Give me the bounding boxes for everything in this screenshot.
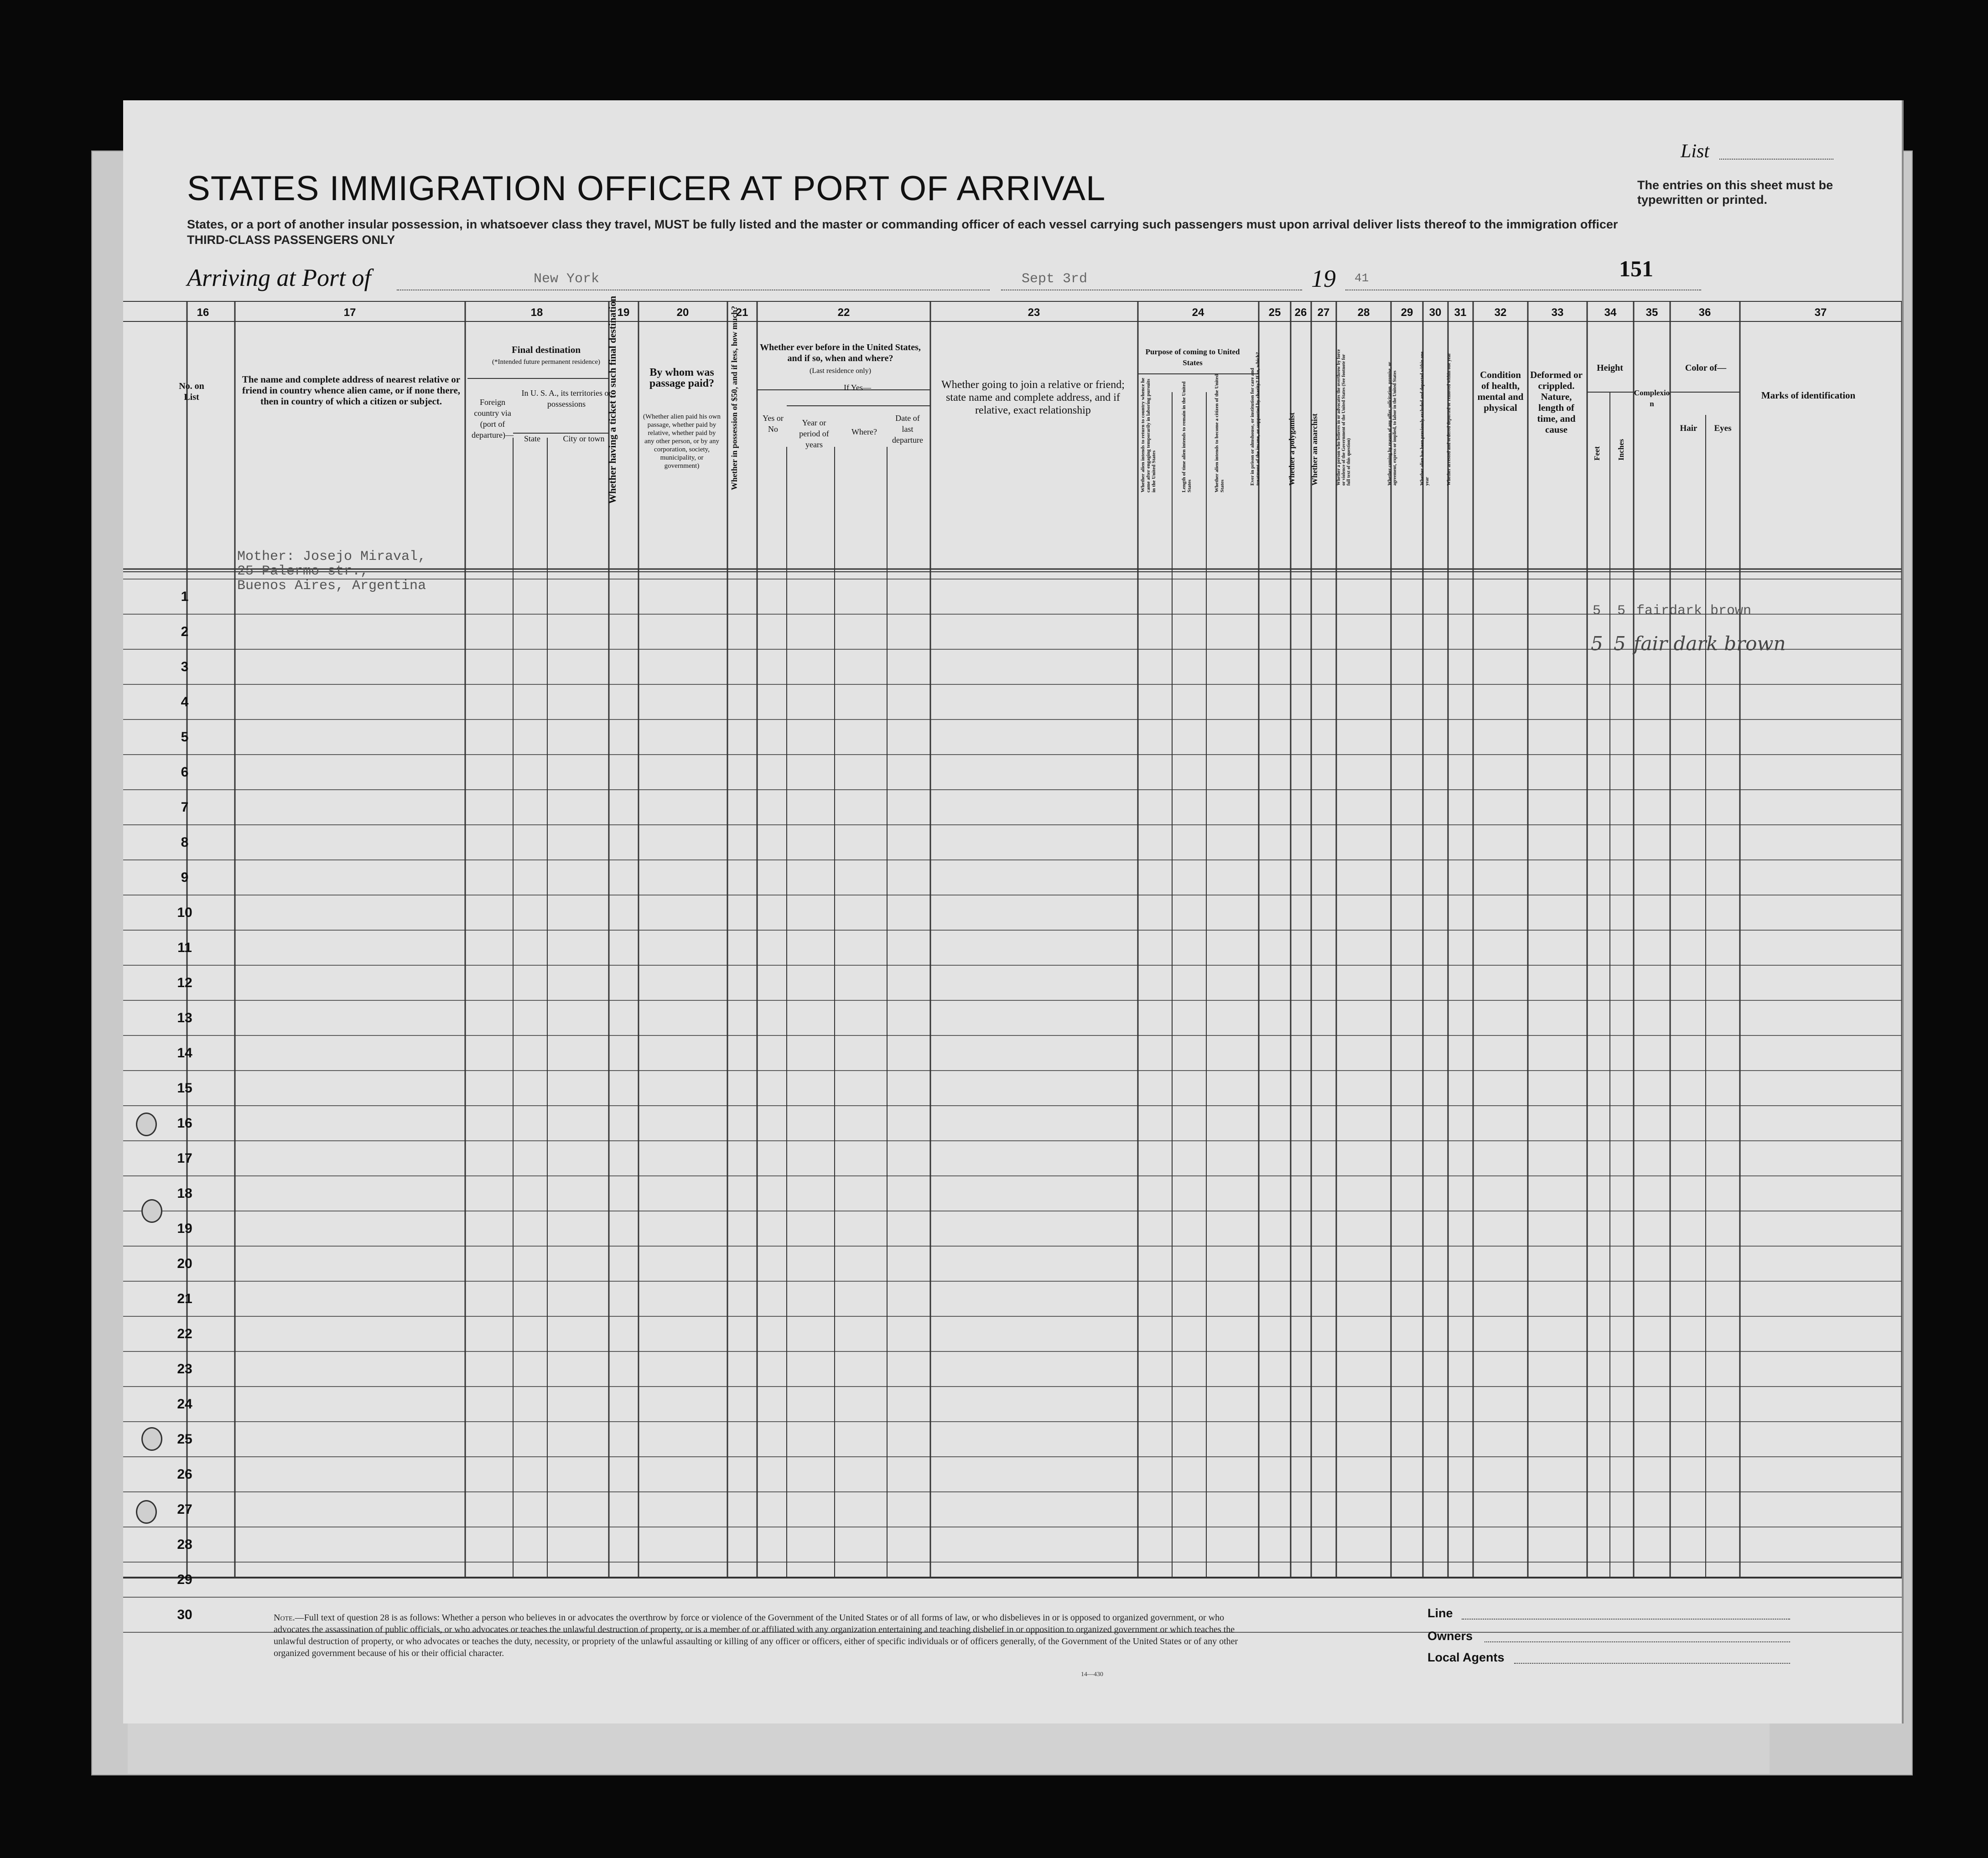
class-line: THIRD-CLASS PASSENGERS ONLY (187, 233, 395, 247)
row-number: 4 (181, 694, 189, 709)
header-col18-foreign: Foreign country via (port of departure)— (472, 398, 514, 440)
column-number: 27 (1317, 306, 1330, 319)
header-col22-years: Year or period of years (799, 418, 829, 449)
header-col34-title: Height (1597, 363, 1623, 373)
header-col36-eyes: Eyes (1714, 424, 1732, 433)
column-number: 24 (1192, 306, 1204, 319)
column-number: 28 (1357, 306, 1370, 319)
column-number: 19 (617, 306, 630, 319)
header-col30: Whether alien has been previously excluded and deported within one year (1420, 352, 1430, 486)
column-number: 22 (837, 306, 850, 319)
row-number: 27 (177, 1502, 192, 1517)
row-number: 24 (177, 1397, 192, 1412)
column-number: 18 (530, 306, 543, 319)
row-number: 30 (177, 1607, 192, 1622)
binder-hole (136, 1113, 157, 1136)
header-col36-hair: Hair (1680, 424, 1697, 433)
header-col18-usa: In U. S. A., its territories or possessions (521, 388, 612, 409)
row-number: 16 (177, 1116, 192, 1131)
row-number: 3 (181, 659, 189, 674)
header-col36-title: Color of— (1685, 363, 1727, 373)
header-col20-sub: (Whether alien paid his own passage, whether paid by relative, whether paid by any other person, or by any corporation, society, municipality, or government) (643, 413, 721, 470)
row-number: 7 (181, 800, 189, 815)
column-number: 37 (1814, 306, 1827, 319)
header-col25: Ever in prison or almshouse, or institution for care and treatment of the insane, or supported by charity? If so, which? (1250, 352, 1261, 486)
header-col22-date: Date of last departure (892, 414, 923, 445)
relative-address: Mother: Josejo Miraval, 25 Palermo str., Buenos Aires, Argentina (237, 549, 426, 594)
form-number: 14—430 (1081, 1671, 1103, 1678)
row-number: 15 (177, 1081, 192, 1096)
header-col24-b: Length of time alien intends to remain in the United States (1181, 381, 1192, 492)
header-col29: Whether coming by reason of any offer, solicitation, promise, or agreement, express or implied, to labor in the United States (1387, 362, 1397, 486)
row-number: 11 (177, 940, 192, 955)
column-number: 17 (343, 306, 356, 319)
header-col34-feet: Feet (1593, 446, 1601, 461)
header-col21: Whether in possession of $50, and if less, how much? (730, 305, 739, 490)
row-number: 22 (177, 1326, 192, 1341)
page-number: 151 (1619, 256, 1653, 281)
row-number: 1 (181, 589, 189, 604)
header-col24-a: Whether alien intends to return to country whence he came after engaging temporarily in laboring pursuits in the United States (1140, 378, 1157, 492)
owners-label: Owners (1427, 1629, 1473, 1643)
row-number: 19 (177, 1221, 192, 1236)
grid-lines (123, 295, 1902, 1678)
arriving-label: Arriving at Port of (187, 264, 371, 291)
column-number: 31 (1454, 306, 1467, 319)
binder-hole (136, 1500, 157, 1524)
row-number: 10 (177, 905, 192, 920)
header-col35: Complexion (1634, 388, 1670, 408)
line-label: Line (1427, 1606, 1453, 1620)
header-col32: Condition of health, mental and physical (1477, 369, 1524, 413)
row2-complexion-hair: fair dark brown (1634, 632, 1786, 655)
header-col26: Whether a polygamist (1287, 412, 1296, 486)
header-col24-c: Whether alien intends to become a citizen of the United States (1214, 374, 1225, 492)
column-number: 34 (1604, 306, 1617, 319)
row-number: 12 (177, 975, 192, 990)
header-col18-title: Final destination (511, 344, 581, 355)
row-number: 20 (177, 1256, 192, 1271)
column-number: 36 (1698, 306, 1711, 319)
column-number: 32 (1494, 306, 1507, 319)
row-number: 2 (181, 624, 189, 639)
row1-height-feet: 5 (1593, 603, 1601, 619)
header-col20-title: By whom was passage paid? (649, 367, 715, 389)
header-col22-title: Whether ever before in the United States, and if so, when and where? (760, 342, 921, 363)
header-col34-inches: Inches (1617, 439, 1625, 461)
owners-field (1485, 1641, 1790, 1642)
header-col33: Deformed or crippled. Nature, length of time, and cause (1530, 369, 1583, 435)
column-number: 20 (676, 306, 689, 319)
header-col23: Whether going to join a relative or friend; state name and complete address, and if relative, exact relationship (941, 379, 1125, 416)
header-col19: Whether having a ticket to such final destination (607, 295, 618, 504)
note-text: —Full text of question 28 is as follows: Whether a person who believes in or advocates the overthrow by force or violence of the Government of the United States or of all forms of law, or who disbelieves in or is opposed to organized government, or who advocates the assassination of public officials, or who advocates or teaches the unlawful destruction of property, or is a member of or affiliated with any organization entertaining and teaching disbelief in or opposition to organized government or which teaches the unlawful destruction of property, or who advocates or teaches the duty, necessity, or propriety of the unlawful assaulting or killing of any officer or officers, either of specific individuals or of officers generally, of the Government of the United States or of any other organized government because of his or their official character. (274, 1613, 1238, 1658)
line-field (1462, 1619, 1790, 1620)
footnote (274, 1612, 1254, 1659)
note-label: Note. (274, 1613, 295, 1623)
header-col18-sub: (*Intended future permanent residence) (492, 358, 600, 366)
row-number: 5 (181, 730, 189, 745)
row-number: 25 (177, 1432, 192, 1447)
row-number: 6 (181, 765, 189, 780)
column-number: 16 (197, 306, 209, 319)
header-col22-ifyes: If Yes— (843, 383, 871, 392)
header-col27: Whether an anarchist (1310, 413, 1319, 486)
column-number: 33 (1551, 306, 1564, 319)
subtitle-text: States, or a port of another insular possession, in whatsoever class they travel, MUST be fully listed and the master or commanding officer of each vessel carrying such passengers must upon arrival deliver lists thereof to the immigration officer (187, 217, 1618, 231)
row1-complexion-hair: fairdark brown (1636, 603, 1752, 619)
row-number: 17 (177, 1151, 192, 1166)
column-number: 30 (1429, 306, 1442, 319)
column-number: 35 (1645, 306, 1658, 319)
list-number-line (1719, 159, 1833, 160)
list-label: List (1681, 141, 1710, 162)
year-value: 41 (1355, 271, 1369, 285)
row-number: 28 (177, 1537, 192, 1552)
binder-hole (141, 1199, 162, 1223)
local-agents-label: Local Agents (1427, 1651, 1505, 1664)
column-number: 23 (1028, 306, 1040, 319)
row2-height-inches: 5 (1614, 632, 1626, 655)
row-number: 18 (177, 1186, 192, 1201)
header-col37: Marks of identification (1761, 390, 1856, 401)
header-col24-title: Purpose of coming to United States (1145, 347, 1240, 367)
header-col22-sub: (Last residence only) (809, 367, 872, 375)
row-number: 26 (177, 1467, 192, 1482)
header-col22-where: Where? (851, 427, 877, 436)
manifest-sheet (123, 100, 1904, 1723)
port-value: New York (534, 271, 600, 287)
header-col31: Whether arrested and ordered deported or removed within one year (1447, 353, 1452, 486)
row-number: 13 (177, 1010, 192, 1025)
date-value: Sept 3rd (1022, 271, 1088, 287)
binder-hole (141, 1427, 162, 1451)
manifest-grid (123, 295, 1902, 1678)
column-number: 29 (1401, 306, 1413, 319)
header-col22-yesno: Yes or No (763, 414, 784, 434)
typewritten-note: The entries on this sheet must be typewritten or printed. (1637, 178, 1833, 207)
page-title: STATES IMMIGRATION OFFICER AT PORT OF ARRIVAL (187, 169, 1106, 208)
header-col18-state: State (524, 434, 540, 443)
row-number: 9 (181, 870, 189, 885)
page-subtitle (187, 217, 1692, 248)
row-number: 21 (177, 1291, 192, 1306)
local-agents-field (1514, 1663, 1790, 1664)
column-number: 21 (736, 306, 748, 319)
header-col16: No. on List (179, 381, 204, 402)
header-col28: Whether a person who believes in or advocates the overthrow by force or violence of the Government of the United States (See footnote for full text of this question) (1336, 349, 1351, 486)
row2-height-feet: 5 (1591, 632, 1603, 655)
row-number: 29 (177, 1572, 192, 1587)
row-number: 8 (181, 835, 189, 850)
column-number: 26 (1294, 306, 1307, 319)
column-number: 25 (1268, 306, 1281, 319)
row-number: 14 (177, 1045, 192, 1061)
header-col18-city: City or town (563, 434, 605, 443)
year-prefix: 19 (1311, 265, 1336, 292)
header-col17: The name and complete address of nearest relative or friend in country whence alien came, or if none there, then in country of which a citizen or subject. (242, 374, 461, 407)
row-number: 23 (177, 1361, 192, 1377)
row1-height-inches: 5 (1617, 603, 1626, 619)
